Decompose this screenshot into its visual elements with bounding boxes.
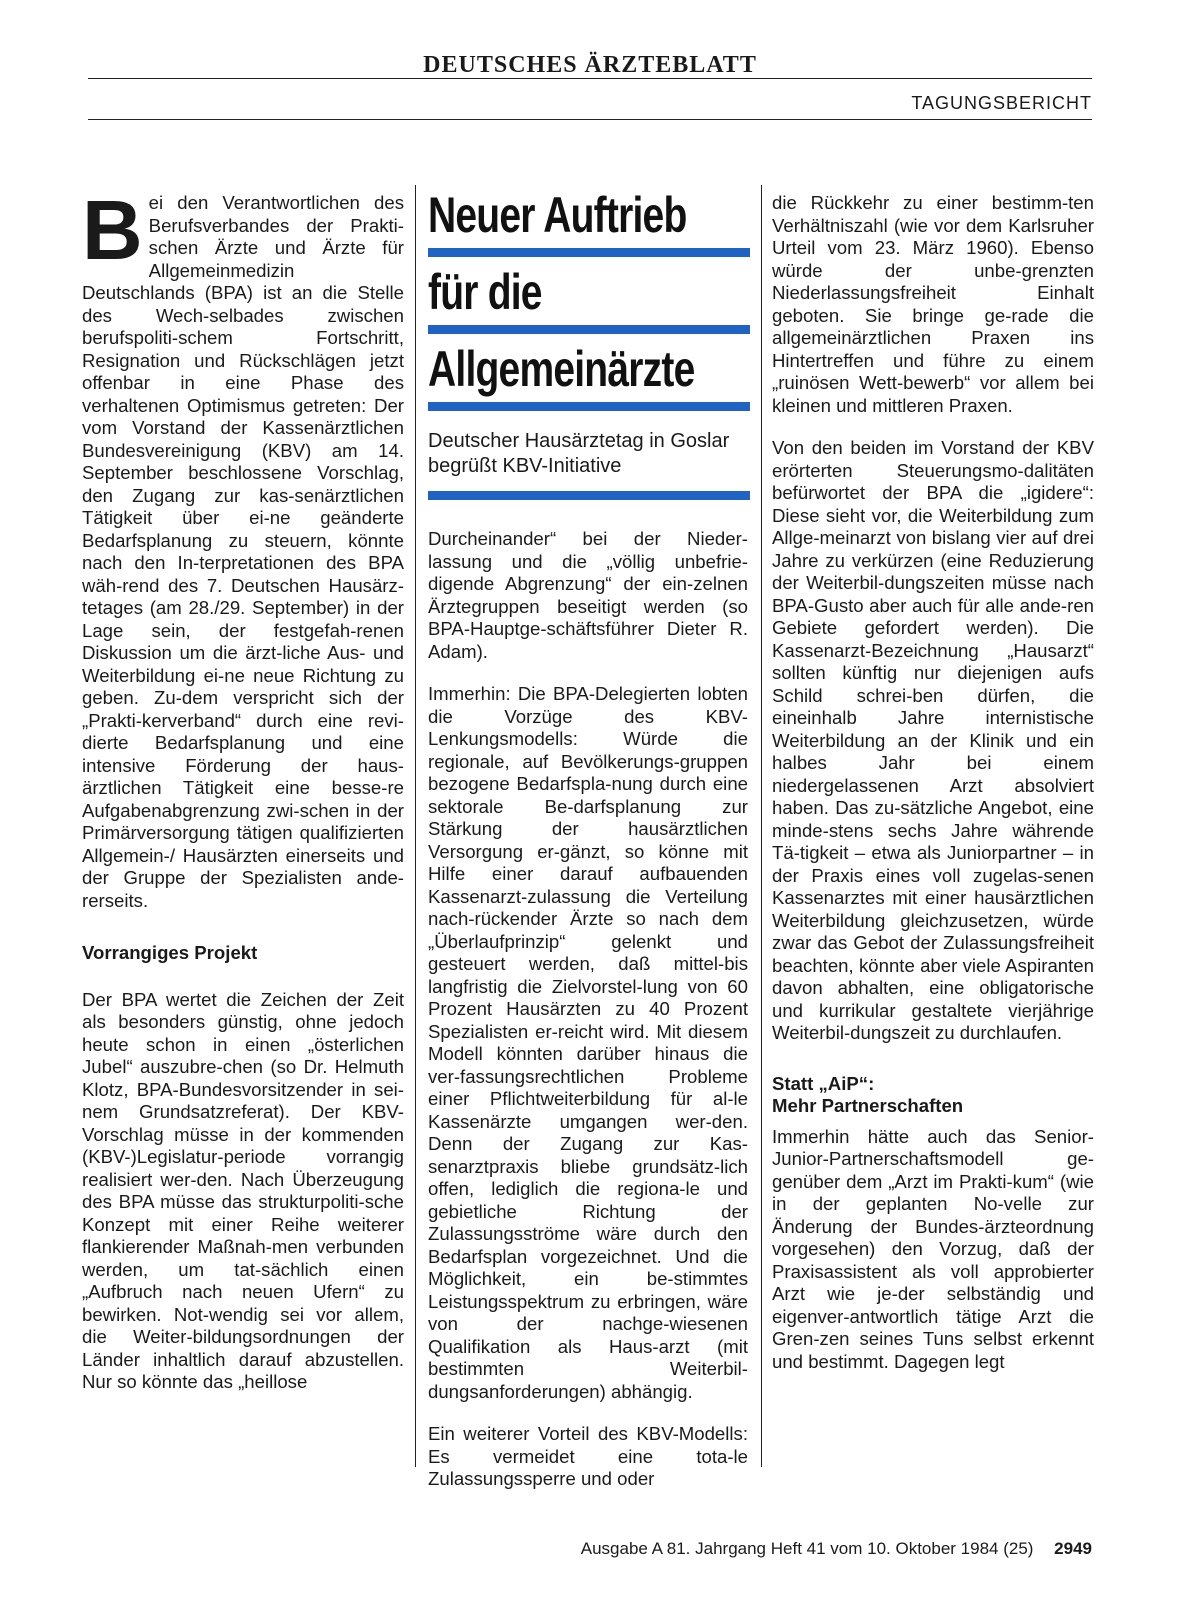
column-divider-right	[761, 185, 762, 1467]
right-column	[772, 192, 1094, 1393]
left-column	[82, 183, 404, 1414]
middle-paragraph-1: Durcheinander“ bei der Nieder-lassung und die „völlig unbefrie-digende Abgrenzung“ der ein-zelnen Ärztegruppen beseitigt werden (so BPA-Hauptge-schäftsführer Dieter R. Adam).	[428, 528, 748, 662]
column-divider-left	[415, 185, 416, 1467]
intro-paragraph: Bei den Verantwortlichen des Berufsverbandes der Prakti-schen Ärzte und Ärzte für Allgemeinmedizin Deutschlands (BPA) ist an die Stelle des Wech-selbades zwischen berufspoliti-schem Fortschritt, Resignation und Rückschlägen jetzt offenbar in eine Phase des verhaltenen Optimismus getreten: Der vom Vorstand der Kassenärztlichen Bundesvereinigung (KBV) am 14. September beschlossene Vorschlag, den Zugang zur kas-senärztlichen Tätigkeit über ei-ne geänderte Bedarfsplanung zu steuern, könnte nach den In-terpretationen des BPA wäh-rend des 7. Deutschen Hausärz-tetages (am 28./29. September) in der Lage sein, der festgefah-renen Diskussion um die ärzt-liche Aus- und Weiterbildung ei-ne neue Richtung zu geben. Zu-dem verspricht sich der „Prakti-kerverband“ durch eine revi-dierte Bedarfsplanung und eine intensive Förderung der haus-ärztlichen Tätigkeit eine besse-re Aufgabenabgrenzung zwi-schen in der Primärversorgung tätigen qualifizierten Allgemein-/ Hausärzten einerseits und der Gruppe der Spezialisten ande-rerseits.	[82, 183, 404, 911]
left-paragraph-2: Der BPA wertet die Zeichen der Zeit als besonders günstig, ohne jedoch heute schon in einen „österlichen Jubel“ auszubre-chen (so Dr. Helmuth Klotz, BPA-Bundesvorsitzender in sei-nem Grundsatzreferat). Der KBV-Vorschlag müsse in der kommenden (KBV-)Legislatur-periode vorrangig realisiert wer-den. Nach Überzeugung des BPA müsse das strukturpoliti-sche Konzept mit einer Reihe weiterer flankierender Maßnah-men verbunden werden, um tat-sächlich einen „Aufbruch nach neuen Ufern“ zu bewirken. Not-wendig sei vor allem, die Weiter-bildungsordnungen der Länder inhaltlich darauf abzustellen. Nur so könnte das „heillose	[82, 988, 404, 1392]
middle-paragraph-2: Immerhin: Die BPA-Delegierten lobten die Vorzüge des KBV-Lenkungsmodells: Würde die regionale, auf Bevölkerungs-gruppen bezogene Bedarfspla-nung durch eine sektorale Be-darfsplanung zur Stärkung der hausärztlichen Versorgung er-gänzt, so könne mit Hilfe einer darauf aufbauenden Kassenarzt-zulassung die Verteilung nach-rückender Ärzte so nach dem „Überlaufprinzip“ gelenkt und gesteuert werden, daß mittel-bis langfristig die Zielvorstel-lung von 60 Prozent Hausärzten zu 40 Prozent Spezialisten er-reicht wird. Mit diesem Modell könnten darüber hinaus die ver-fassungsrechtlichen Probleme einer Pflichtweiterbildung für al-le Kassenärzte umgangen wer-den. Denn der Zugang zur Kas-senarztpraxis bliebe grundsätz-lich offen, lediglich die regiona-le und gebietliche Richtung der Zulassungsströme wäre durch den Bedarfsplan vorgezeichnet. Und die Möglichkeit, ein be-stimmtes Leistungsspektrum zu erbringen, wäre von der nachge-wiesenen Qualifikation als Haus-arzt (mit bestimmten Weiterbil-dungsanforderungen) abhängig.	[428, 683, 748, 1402]
middle-column	[428, 528, 748, 1511]
section-label: TAGUNGSBERICHT	[911, 93, 1092, 113]
subhead-line-2: Mehr Partnerschaften	[772, 1095, 964, 1116]
headline-block	[428, 188, 750, 508]
header-bottom-rule	[88, 119, 1092, 120]
masthead-rule	[88, 78, 1092, 79]
headline-line-1: Neuer Auftrieb	[428, 187, 687, 243]
deck-subtitle: Deutscher Hausärztetag in Goslar begrüßt KBV-Initiative	[428, 430, 730, 477]
headline-line-2: für die	[428, 264, 542, 320]
right-paragraph-3: Immerhin hätte auch das Senior-Junior-Partnerschaftsmodell ge-genüber dem „Arzt im Prakti-kum“ (wie in der geplanten No-velle zur Änderung der Bundes-ärzteordnung vorgesehen) den Vorzug, daß der Praxisassistent als voll approbierter Arzt wie je-der selbständig und eigenver-antwortlich tätige Arzt die Gren-zen seines Tuns selbst erkennt und bestimmt. Dagegen legt	[772, 1125, 1094, 1372]
right-paragraph-1: die Rückkehr zu einer bestimm-ten Verhältniszahl (wie vor dem Karlsruher Urteil vom 23. März 1960). Ebenso würde der unbe-grenzten Niederlassungsfreiheit Einhalt geboten. Sie bringe ge-rade die allgemeinärztlichen Praxen ins Hintertreffen und führe zu einem „ruinösen Wett-bewerb“ vor allem bei kleinen und mittleren Praxen.	[772, 192, 1094, 416]
accent-bar	[428, 491, 750, 500]
right-paragraph-2: Von den beiden im Vorstand der KBV erörterten Steuerungsmo-dalitäten befürwortet der BPA die „igidere“: Diese sieht vor, die Weiterbildung zum Allge-meinarzt von bislang vier auf drei Jahre zu verkürzen (eine Reduzierung der Weiterbil-dungszeiten müsse nach BPA-Gusto aber auch für alle ande-ren Gebiete gefordert werden). Die Kassenarzt-Bezeichnung „Hausarzt“ sollten künftig nur diejenigen aufs Schild schrei-ben dürfen, die eineinhalb Jahre internistische Weiterbildung an der Klinik und ein halbes Jahr bei einem niedergelassenen Arzt absolviert haben. Das zu-sätzliche Angebot, eine minde-stens sechs Jahre währende Tä-tigkeit – etwa als Juniorpartner – in der Praxis eines voll zugelas-senen Kassenarztes mit einer hausärztlichen Weiterbildung gleichzusetzen, würde zwar das Gebot der Zulassungsfreiheit beachten, könnte aber viele Aspiranten davon abhalten, eine obligatorische und kurrikular gestaltete vierjährige Weiterbil-dungszeit zu durchlaufen.	[772, 437, 1094, 1043]
middle-paragraph-3: Ein weiterer Vorteil des KBV-Modells: Es vermeidet eine tota-le Zulassungssperre und oder	[428, 1423, 748, 1489]
accent-bar	[428, 402, 750, 411]
edition-info: Ausgabe A 81. Jahrgang Heft 41 vom 10. Oktober 1984 (25)	[580, 1539, 1034, 1558]
subhead-line-1: Statt „AiP“:	[772, 1072, 875, 1094]
headline-line-3: Allgemeinärzte	[428, 341, 695, 397]
accent-bar	[428, 325, 750, 334]
accent-bar	[428, 248, 750, 257]
page-number: 2949	[1054, 1539, 1092, 1558]
subhead-statt-aip	[772, 1073, 1094, 1118]
subhead-vorrangiges-projekt: Vorrangiges Projekt	[82, 942, 258, 963]
masthead: DEUTSCHES ÄRZTEBLATT	[423, 52, 757, 78]
page-footer	[581, 1538, 1092, 1560]
